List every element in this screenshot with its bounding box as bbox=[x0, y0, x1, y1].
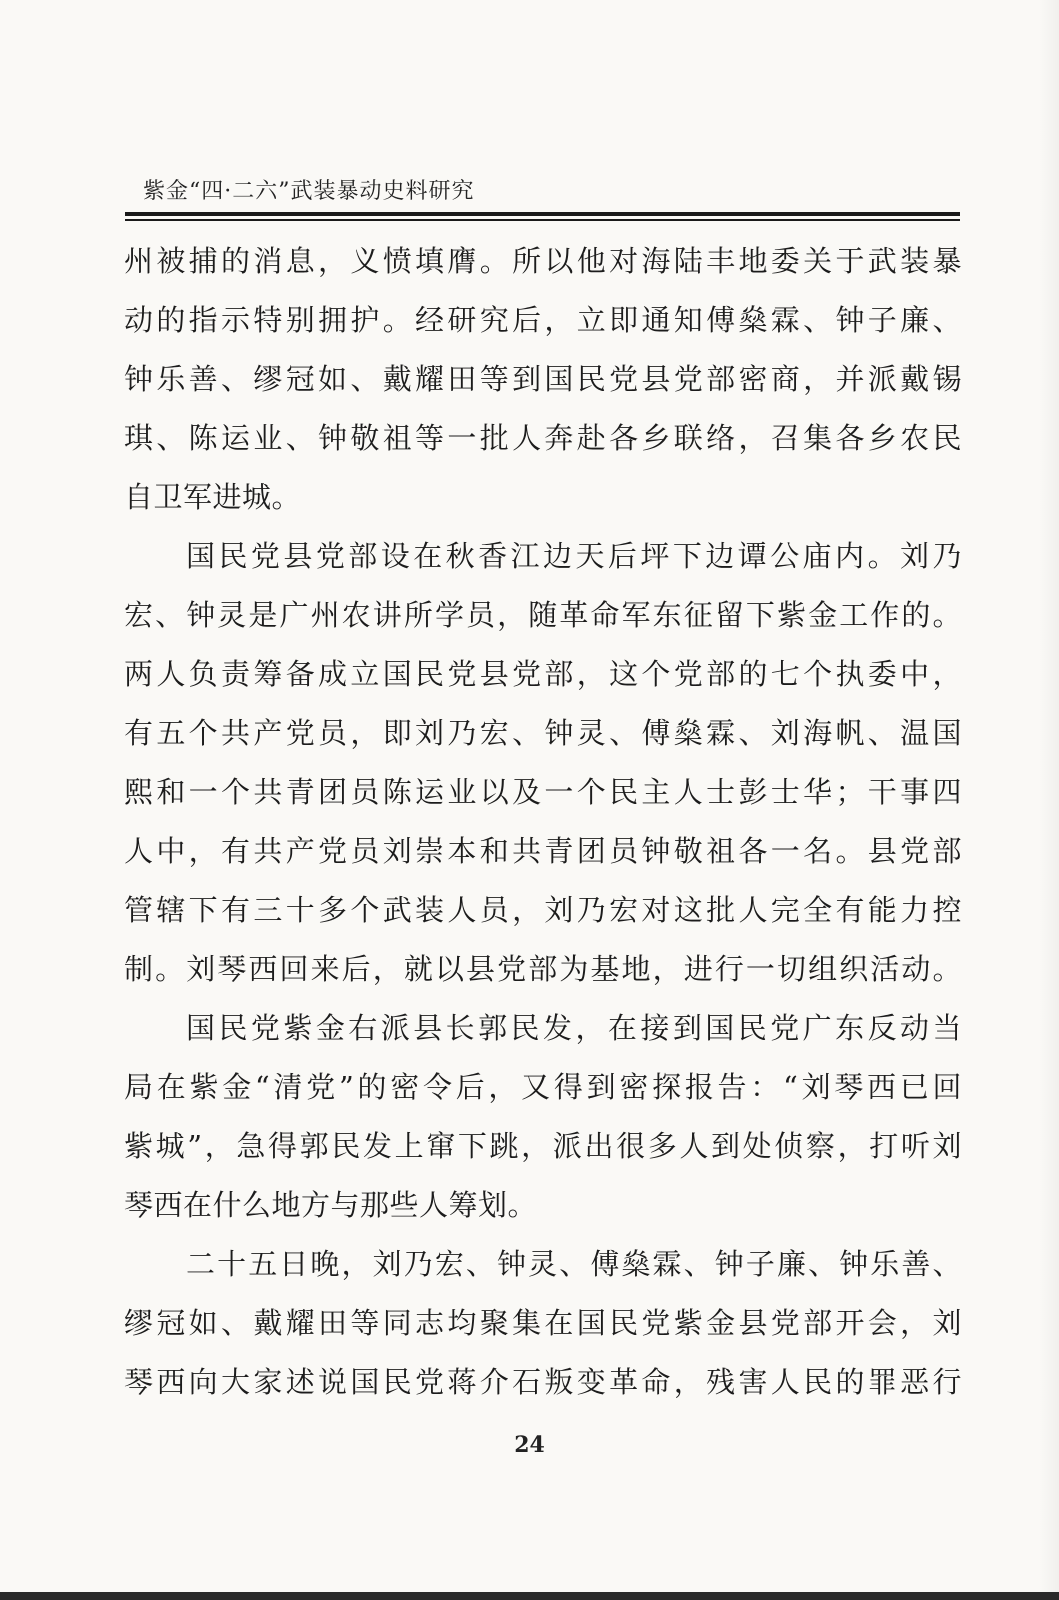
text-line: 琪、陈运业、钟敬祖等一批人奔赴各乡联络，召集各乡农民 bbox=[124, 421, 962, 455]
text-line: 宏、钟灵是广州农讲所学员，随革命军东征留下紫金工作的。 bbox=[124, 598, 962, 632]
header-rule-thin bbox=[125, 219, 960, 221]
paragraph-start-line: 二十五日晚，刘乃宏、钟灵、傅燊霖、钟子廉、钟乐善、 bbox=[186, 1247, 962, 1281]
text-line: 制。刘琴西回来后，就以县党部为基地，进行一切组织活动。 bbox=[124, 952, 962, 986]
paragraph-start-line: 国民党县党部设在秋香江边天后坪下边谭公庙内。刘乃 bbox=[186, 539, 962, 573]
header-rule-thick bbox=[125, 212, 960, 216]
page-edge-shadow bbox=[1039, 0, 1059, 1600]
text-line: 自卫军进城。 bbox=[124, 480, 302, 514]
text-line: 钟乐善、缪冠如、戴耀田等到国民党县党部密商，并派戴锡 bbox=[124, 362, 962, 396]
text-line: 州被捕的消息，义愤填膺。所以他对海陆丰地委关于武装暴 bbox=[124, 244, 962, 278]
text-line: 琴西在什么地方与那些人筹划。 bbox=[124, 1188, 538, 1222]
text-line: 紫城”，急得郭民发上窜下跳，派出很多人到处侦察，打听刘 bbox=[124, 1129, 962, 1163]
text-line: 有五个共产党员，即刘乃宏、钟灵、傅燊霖、刘海帆、温国 bbox=[124, 716, 962, 750]
text-line: 两人负责筹备成立国民党县党部，这个党部的七个执委中， bbox=[124, 657, 962, 691]
text-line: 熙和一个共青团员陈运业以及一个民主人士彭士华；干事四 bbox=[124, 775, 962, 809]
text-line: 管辖下有三十多个武装人员，刘乃宏对这批人完全有能力控 bbox=[124, 893, 962, 927]
running-header: 紫金“四·二六”武装暴动史料研究 bbox=[143, 179, 475, 204]
text-line: 琴西向大家述说国民党蒋介石叛变革命，残害人民的罪恶行 bbox=[124, 1365, 962, 1399]
text-line: 动的指示特别拥护。经研究后，立即通知傅燊霖、钟子廉、 bbox=[124, 303, 962, 337]
text-line: 局在紫金“清党”的密令后，又得到密探报告：“刘琴西已回 bbox=[124, 1070, 962, 1104]
page-number: 24 bbox=[514, 1432, 545, 1458]
body-text bbox=[124, 232, 962, 1412]
text-line: 人中，有共产党员刘崇本和共青团员钟敬祖各一名。县党部 bbox=[124, 834, 962, 868]
paragraph-start-line: 国民党紫金右派县长郭民发，在接到国民党广东反动当 bbox=[186, 1011, 962, 1045]
text-line: 缪冠如、戴耀田等同志均聚集在国民党紫金县党部开会，刘 bbox=[124, 1306, 962, 1340]
scan-bottom-edge bbox=[0, 1592, 1059, 1600]
